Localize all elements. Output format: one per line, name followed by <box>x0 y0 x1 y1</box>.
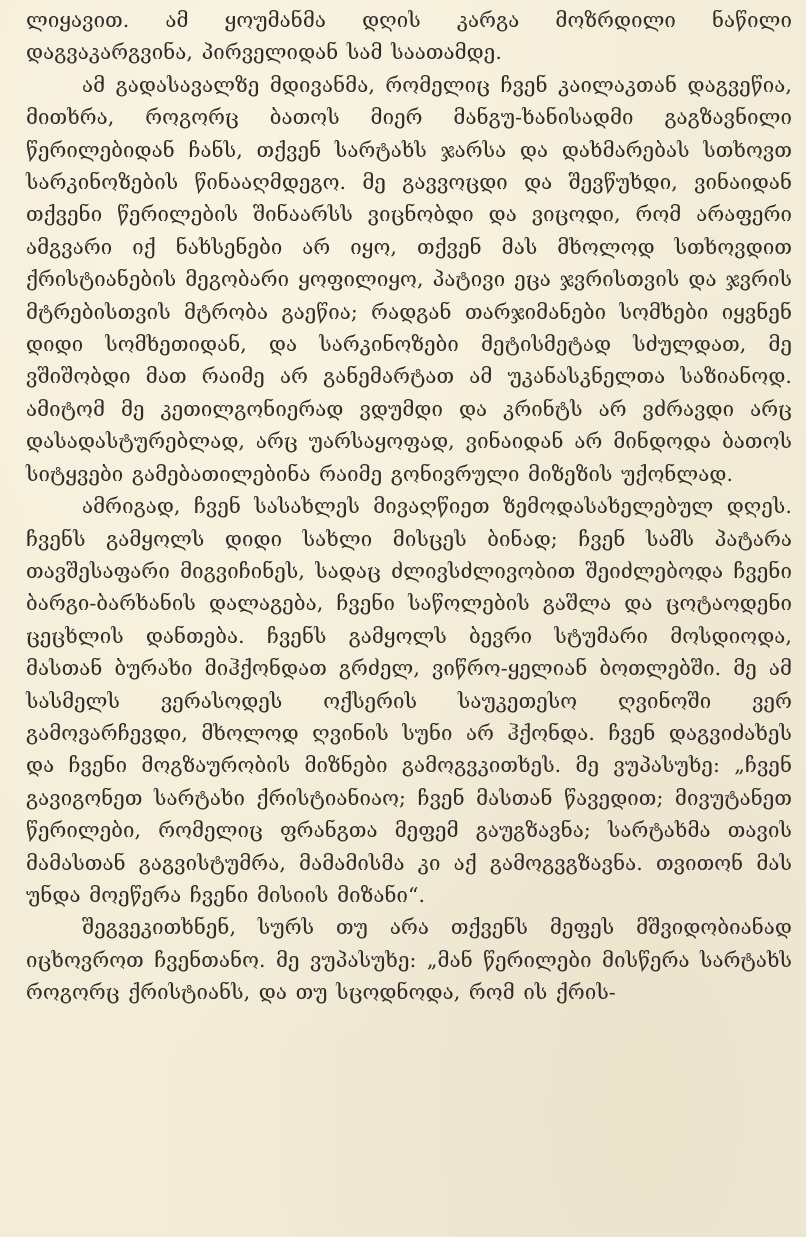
paragraph: ამ გადასავალზე მდივანმა, რომელიც ჩვენ კაილაკთან დაგვეწია, მითხრა, როგორც ბათოს მიერ მანგუ-ხანისადმი გაგზავნილი წერილებიდან ჩანს, თქვენ სარტახს ჯარსა და დახმარებას სთხოვთ სარკინოზების წინააღმდეგო. მე გავვოცდი და შევწუხდი, ვინაიდან თქვენი წერილების შინაარსს ვიცნობდი და ვიცოდი, რომ არაფერი ამგვარი იქ ნახსენები არ იყო, თქვენ მას მხოლოდ სთხოვდით ქრისტიანების მეგობარი ყოფილიყო, პატივი ეცა ჯვრისთვის და ჯვრის მტრებისთვის მტრობა გაეწია; რადგან თარჯიმანები სომხები იყვნენ დიდი სომხეთიდან, და სარკინოზები მეტისმეტად სძულდათ, მე ვშიშობდი მათ რაიმე არ განემარტათ ამ უკანასკნელთა საზიანოდ. ამიტომ მე კეთილგონიერად ვდუმდი და კრინტს არ ვძრავდი არც დასადასტურებლად, არც უარსაყოფად, ვინაიდან არ მინდოდა ბათოს სიტყვები გამებათილებინა რაიმე გონივრული მიზეზის უქონლად. <box>26 72 792 486</box>
document-body <box>26 4 792 1009</box>
paragraph-continuation: ლიყავით. ამ ყოუმანმა დღის კარგა მოზრდილი ნაწილი დაგვაკარგვინა, პირველიდან სამ საათამდე. <box>26 8 792 65</box>
paragraph: შეგვეკითხნენ, სურს თუ არა თქვენს მეფეს მშვიდობიანად იცხოვროთ ჩვენთანო. მე ვუპასუხე: „მან წერილები მისწერა სარტახს როგორც ქრისტიანს, და თუ სცოდნოდა, რომ ის ქრის- <box>26 915 792 1005</box>
paragraph: ამრიგად, ჩვენ სასახლეს მივაღწიეთ ზემოდასახელებულ დღეს. ჩვენს გამყოლს დიდი სახლი მისცეს ბინად; ჩვენ სამს პატარა თავშესაფარი მიგვიჩინეს, სადაც ძლივსძლივობით შეიძლებოდა ჩვენი ბარგი-ბარხანის დალაგება, ჩვენი საწოლების გაშლა და ცოტაოდენი ცეცხლის დანთება. ჩვენს გამყოლს ბევრი სტუმარი მოსდიოდა, მასთან ბურახი მიჰქონდათ გრძელ, ვიწრო-ყელიან ბოთლებში. მე ამ სასმელს ვერასოდეს ოქსერის საუკეთესო ღვინოში ვერ გამოვარჩევდი, მხოლოდ ღვინის სუნი არ ჰქონდა. ჩვენ დაგვიძახეს და ჩვენი მოგზაურობის მიზნები გამოგვკითხეს. მე ვუპასუხე: „ჩვენ გავიგონეთ სარტახი ქრისტიანიაო; ჩვენ მასთან წავედით; მივუტანეთ წერილები, რომელიც ფრანგთა მეფემ გაუგზავნა; სარტახმა თავის მამასთან გაგვისტუმრა, მამამისმა კი აქ გამოგვგზავნა. თვითონ მას უნდა მოეწერა ჩვენი მისიის მიზანი“. <box>26 494 792 907</box>
